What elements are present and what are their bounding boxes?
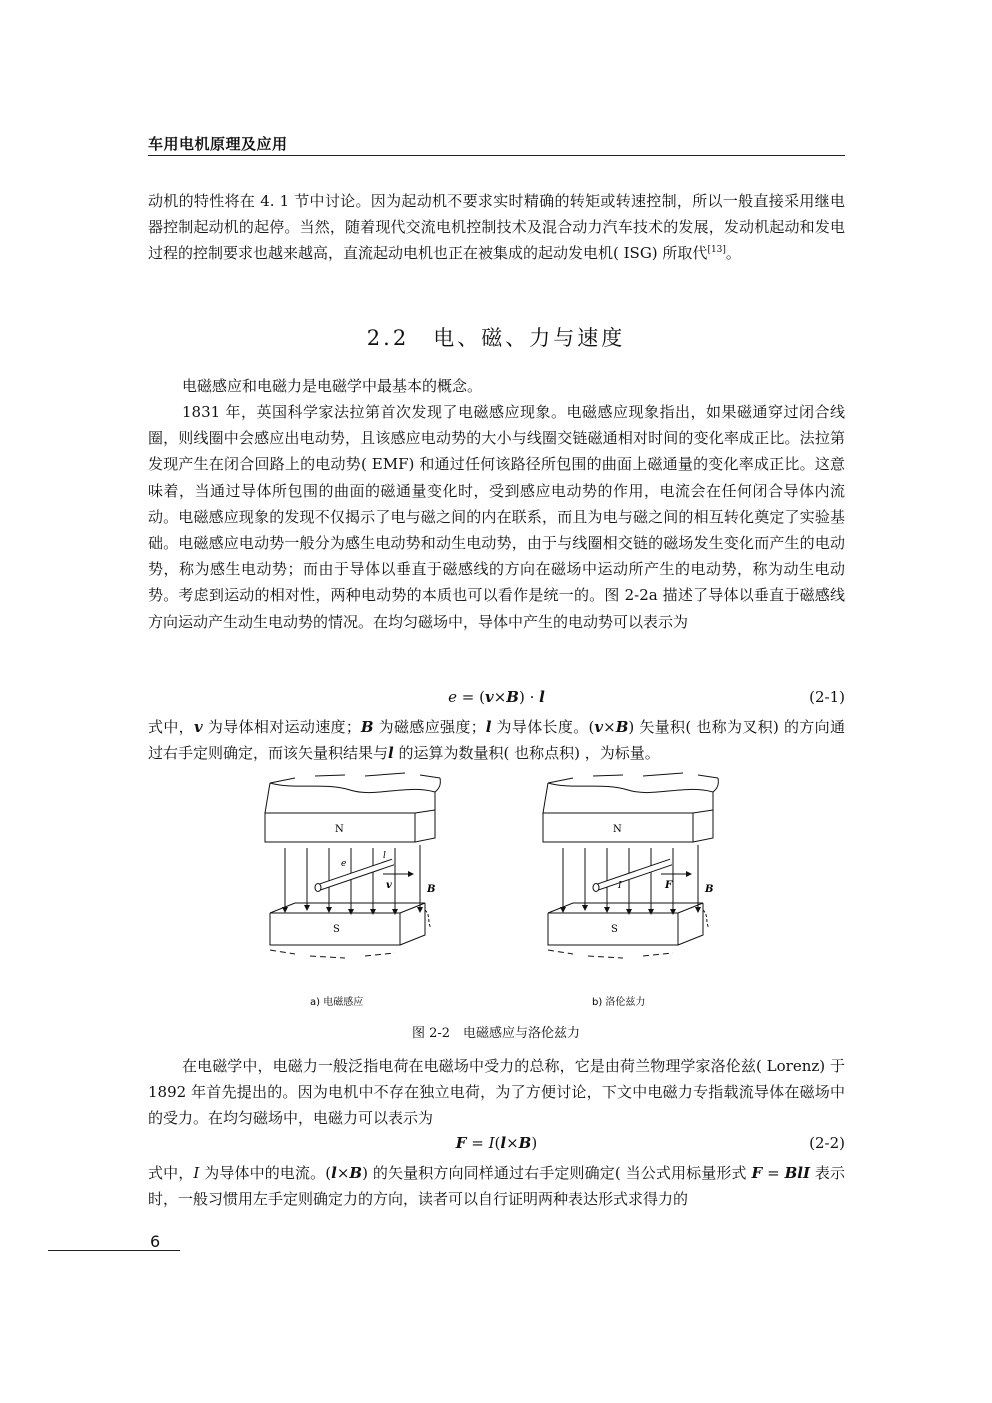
panel-a-diagram <box>265 773 440 958</box>
header-rule <box>148 155 845 156</box>
section-title: 2.2 电、磁、力与速度 <box>366 326 626 350</box>
label-v-a: v <box>386 880 392 891</box>
paragraph-3 <box>148 1053 845 1132</box>
intro-text: 动机的特性将在 4. 1 节中讨论。因为起动机不要求实时精确的转矩或转速控制，所以一般直接采用继电器控制起动机的起停。当然，随着现代交流电机控制技术及混合动力汽车技术的发展，发动机起动和发电过程的控制要求也越来越高，直流起动电机也正在被集成的起动发电机( ISG) 所取代 <box>148 192 845 263</box>
label-b-a: B <box>427 884 436 895</box>
label-b-b: B <box>705 884 714 895</box>
label-i-b: I <box>618 881 622 891</box>
panel-a-caption: a) 电磁感应 <box>310 997 364 1008</box>
figure-caption: 图 2-2 电磁感应与洛伦兹力 <box>411 1026 581 1041</box>
conductor-rod <box>315 862 393 892</box>
footer-rule <box>48 1250 180 1251</box>
current-rod <box>593 862 671 892</box>
equation-2-1-body: e = (v×B) · l <box>448 688 545 706</box>
label-l-a: l <box>383 851 386 861</box>
equation-number: (2-2) <box>809 1134 845 1152</box>
label-n-a: N <box>335 824 344 835</box>
running-head: 车用电机原理及应用 <box>148 135 288 153</box>
page-number: 6 <box>150 1232 161 1251</box>
paragraph-3-text: 在电磁学中，电磁力一般泛指电荷在电磁场中受力的总称，它是由荷兰物理学家洛伦兹( Lorenz) 于 1892 年首先提出的。因为电机中不存在独立电荷，为了方便讨论，下文中电磁力专指载流导体在磁场中的受力。在均匀磁场中，电磁力可以表示为 <box>148 1057 845 1128</box>
equation-2-2-body: F = I(l×B) <box>455 1134 538 1152</box>
paragraph-2 <box>148 399 845 635</box>
intro-end: 。 <box>725 244 741 263</box>
label-n-b: N <box>613 824 622 835</box>
where-clause-2: 式中，I 为导体中的电流。(l×B) 的矢量积方向同样通过右手定则确定( 当公式用标量形式 F = BlI 表示时，一般习惯用左手定则确定力的方向，读者可以自行证明两种表达形式求得力的 <box>148 1164 846 1209</box>
label-s-b: S <box>611 924 618 935</box>
where-clause-1: 式中，v 为导体相对运动速度；B 为磁感应强度；l 为导体长度。(v×B) 矢量积( 也称为叉积) 的方向通过右手定则确定，而该矢量积结果与l 的运算为数量积( 也称点积) ，为标量。 <box>148 718 845 763</box>
paragraph-2-text: 1831 年，英国科学家法拉第首次发现了电磁感应现象。电磁感应现象指出，如果磁通穿过闭合线圈，则线圈中会感应出电动势，且该感应电动势的大小与线圈交链磁通相对时间的变化率成正比。法拉第发现产生在闭合回路上的电动势( EMF) 和通过任何该路径所包围的曲面上磁通量的变化率成正比。这意味着，当通过导体所包围的曲面的磁通量变化时，受到感应电动势的作用，电流会在任何闭合导体内流动。电磁感应现象的发现不仅揭示了电与磁之间的内在联系，而且为电与磁之间的相互转化奠定了实验基础。电磁感应电动势一般分为感生电动势和动生电动势，由于与线圈相交链的磁场发生变化而产生的电动势，称为感生电动势；而由于导体以垂直于磁感线的方向在磁场中运动所产生的电动势，称为动生电动势。考虑到运动的相对性，两种电动势的本质也可以看作是统一的。图 2-2a 描述了导体以垂直于磁感线方向运动产生动生电动势的情况。在均匀磁场中，导体中产生的电动势可以表示为 <box>148 403 845 631</box>
equation-number: (2-1) <box>809 688 845 706</box>
label-f-b: F <box>665 880 673 891</box>
label-s-a: S <box>333 924 340 935</box>
equation-2-1 <box>148 688 845 714</box>
label-e-a: e <box>341 859 347 869</box>
paragraph-1-text: 电磁感应和电磁力是电磁学中最基本的概念。 <box>182 377 483 395</box>
citation: [13] <box>707 245 726 256</box>
paragraph-1 <box>148 373 845 399</box>
figure-2-2 <box>255 770 735 1015</box>
intro-paragraph <box>148 188 845 267</box>
panel-b-caption: b) 洛伦兹力 <box>592 997 646 1008</box>
panel-b-diagram <box>543 773 718 958</box>
equation-2-2 <box>148 1134 845 1160</box>
